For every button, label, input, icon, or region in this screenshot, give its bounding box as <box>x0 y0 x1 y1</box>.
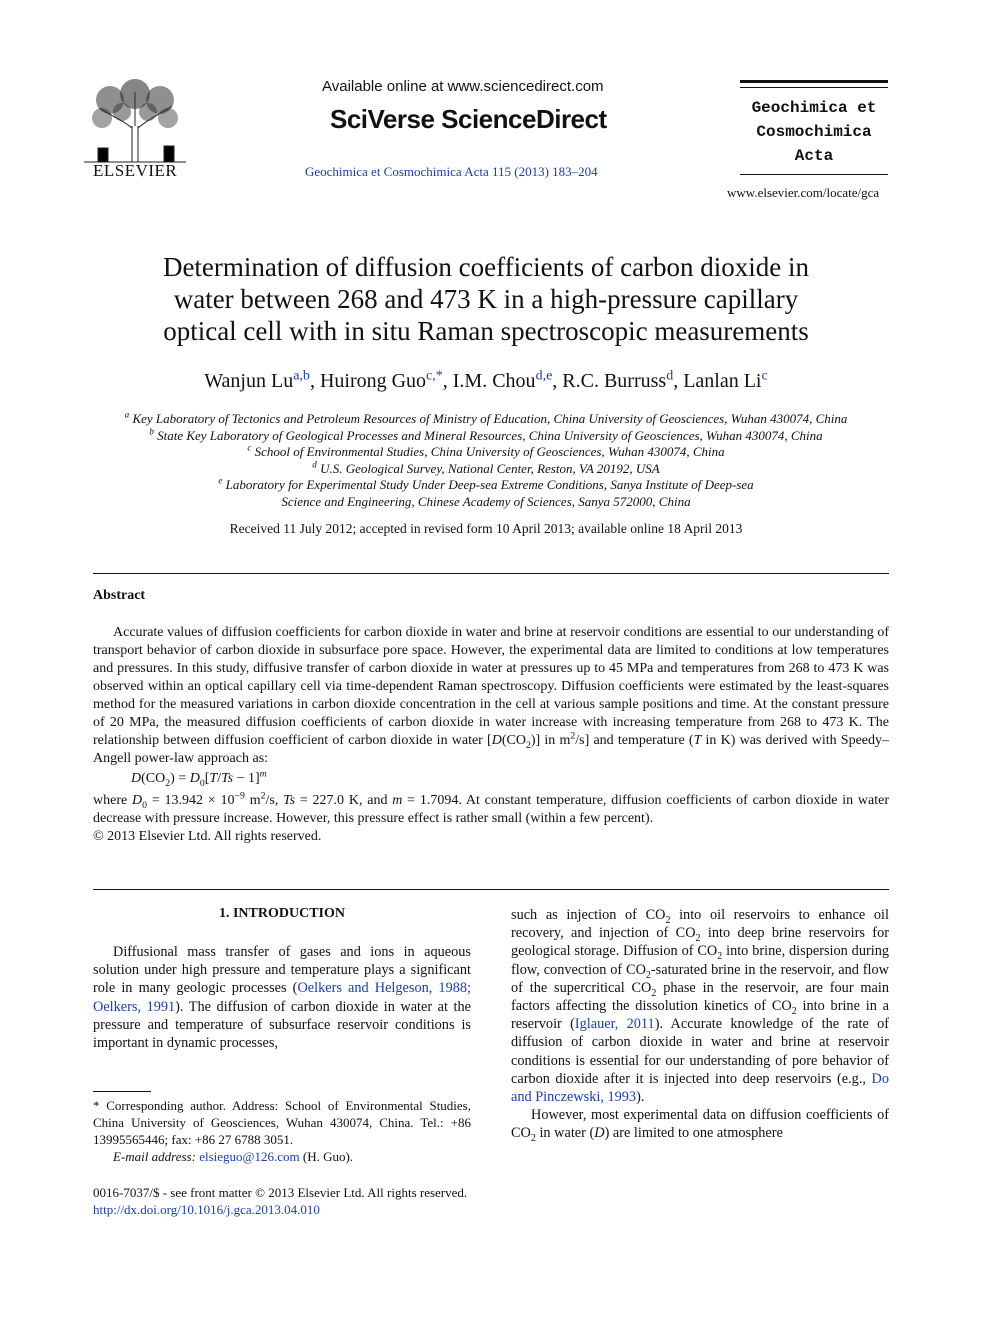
sciverse-brand: SciVerse ScienceDirect <box>330 104 607 134</box>
author-affiliation-mark[interactable]: d,e <box>535 368 553 384</box>
author-name: Wanjun Lu <box>204 370 294 392</box>
journal-title-rule-top <box>740 80 888 83</box>
issn-block <box>93 1184 467 1218</box>
author-affiliation-mark[interactable]: c <box>761 368 768 384</box>
author-name: I.M. Chou <box>452 370 536 392</box>
affiliations <box>95 411 877 511</box>
affiliation-item: $^b$ State Key Laboratory of Geological Processes and Mineral Resources, China University of Geosciences, Wuhan 430074, China <box>149 426 823 443</box>
author-name: Lanlan Li <box>683 370 762 392</box>
body-paragraph: such as injection of $CO_2$ into oil reservoirs to enhance oil recovery, and injection of $CO_2$ into deep brine reservoirs for geological storage. Diffusion of $CO_2$ into brine, dispersion during flow, convection of $CO_2$-saturated brine in the reservoir, and flow of the supercritical $CO_2$ phase in the reservoir, are four main factors affecting the dissolution kinetics of $CO_2$ into brine in a reservoir (Iglauer, 2011). Accurate knowledge of the rate of diffusion of carbon dioxide in water and brine at reservoir conditions is essential for our understanding of pore behavior of carbon dioxide after it is injected into deep reservoirs (e.g., Do and Pinczewski, 1993). <box>511 907 890 1106</box>
abstract-body <box>93 624 889 846</box>
journal-url: www.elsevier.com/locate/gca <box>727 185 880 200</box>
abstract-paragraph: where $D_0 = 13.942 \times 10^{-9}$ $m^2/s$, Ts = 227.0 K, and m = 1.7094. At constant temperature, diffusion coefficients of carbon dioxide in water decrease with pressure increase. However, this pressure effect is rather small (within a few percent). <box>93 790 889 826</box>
affiliation-item: Science and Engineering, Chinese Academy of Sciences, Sanya 572000, China <box>281 493 691 509</box>
abstract-top-rule <box>93 573 889 574</box>
reference-link[interactable]: Do and Pinczewski, 1993 <box>511 1070 889 1106</box>
abstract-bottom-rule <box>93 889 889 890</box>
journal-title-rule-bottom <box>740 174 888 175</box>
body-paragraph: Diffusional mass transfer of gases and ions in aqueous solution under high pressure and temperature plays a significant role in many geologic processes (Oelkers and Helgeson, 1988; Oelkers, 1991). The diffusion of carbon dioxide in water at the pressure and temperature of subsurface reservoir conditions is important in dynamic processes, <box>93 944 472 1052</box>
email-link[interactable]: elsieguo@126.com <box>199 1149 300 1164</box>
article-title: Determination of diffusion coefficients of carbon dioxide in water between 268 and 473 K in a high-pressure capillary optical cell with in situ Raman spectroscopic measurements <box>162 252 810 346</box>
author-affiliation-mark[interactable]: a,b <box>293 368 310 384</box>
author-name: R.C. Burruss <box>562 370 667 392</box>
abstract-heading: Abstract <box>93 588 146 603</box>
received-dates: Received 11 July 2012; accepted in revised form 10 April 2013; available online 18 April 2013 <box>229 521 743 536</box>
doi-link[interactable]: http://dx.doi.org/10.1016/j.gca.2013.04.010 <box>93 1202 320 1217</box>
corresponding-author-footnote: * Corresponding author. Address: School of Environmental Studies, China University of Geosciences, Wuhan 430074, China. Tel.: +86 13995565446; fax: +86 27 6788 3051. E-mail address: elsieguo@126.com (H. Guo). <box>93 1098 471 1164</box>
copyright-line: © 2013 Elsevier Ltd. All rights reserved. <box>93 829 322 844</box>
author-name: Huirong Guo <box>319 370 427 392</box>
author-list: Wanjun Lu$^{a,b}$, Huirong Guo$^{c,*}$, I.M. Chou$^{d,e}$, R.C. Burruss$^d$, Lanlan Li$^c$ <box>204 368 768 392</box>
issn-line: 0016-7037/$ - see front matter © 2013 Elsevier Ltd. All rights reserved. <box>93 1185 468 1200</box>
speedy-angell-equation: $D(CO_2) = D_0[T/Ts - 1]^m$ <box>131 768 267 789</box>
reference-link[interactable]: Iglauer, 2011 <box>574 1016 655 1033</box>
body-paragraph: However, most experimental data on diffusion coefficients of $CO_2$ in water (D) are limited to one atmosphere <box>511 1107 889 1145</box>
body-column-right <box>511 906 889 1143</box>
journal-title: Geochimica et Cosmochimica Acta <box>751 99 877 165</box>
affiliation-item: $^e$ Laboratory for Experimental Study Under Deep-sea Extreme Conditions, Sanya Institute of Deep-sea <box>218 476 754 493</box>
body-column-left <box>93 943 471 1052</box>
journal-citation-link[interactable]: Geochimica et Cosmochimica Acta 115 (2013) 183–204 <box>305 164 598 179</box>
journal-title-rule-thin <box>740 87 888 88</box>
abstract-paragraph: Accurate values of diffusion coefficients for carbon dioxide in water and brine at reservoir conditions are essential to our understanding of transport behavior of carbon dioxide in subsurface pore space. However, the experimental data are limited to conditions at low temperatures and pressures. In this study, diffusive transfer of carbon dioxide in water at pressures up to 45 MPa and temperatures from 268 to 473 K was observed within an optical capillary cell via time-dependent Raman spectroscopy. Diffusion coefficients were estimated by the least-squares method for the measured variations in carbon dioxide concentration in the cell at various sample positions and time. At the constant pressure of 20 MPa, the measured diffusion coefficients of carbon dioxide in water increase with increasing temperature from 268 to 473 K. The relationship between diffusion coefficient of carbon dioxide in water $[D(CO_2)]$ in $m^2/s$] and temperature (T in K) was derived with Speedy–Angell power-law approach as: <box>93 625 889 766</box>
affiliation-item: $^a$ Key Laboratory of Tectonics and Petroleum Resources of Ministry of Education, China University of Geosciences, Wuhan 430074, China <box>124 409 848 426</box>
author-affiliation-mark[interactable]: d <box>666 368 674 384</box>
author-affiliation-mark[interactable]: c,* <box>426 368 443 384</box>
reference-link[interactable]: Oelkers and Helgeson, 1988; Oelkers, 1991 <box>93 980 472 1015</box>
publisher-name: ELSEVIER <box>93 161 178 180</box>
footnote-rule <box>93 1091 151 1092</box>
affiliation-item: $^d$ U.S. Geological Survey, National Center, Reston, VA 20192, USA <box>312 459 660 476</box>
available-online-text: Available online at www.sciencedirect.com <box>322 78 604 95</box>
affiliation-item: $^c$ School of Environmental Studies, China University of Geosciences, Wuhan 430074, China <box>247 442 725 460</box>
section-heading: 1. INTRODUCTION <box>218 906 345 921</box>
